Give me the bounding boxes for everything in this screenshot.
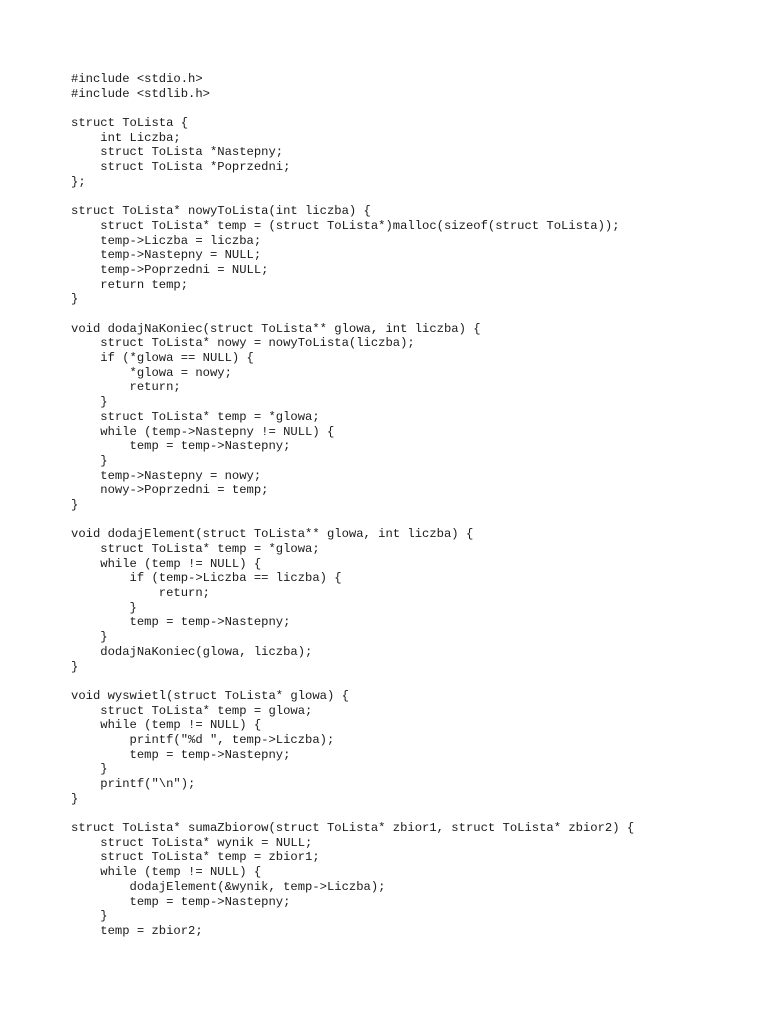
code-line: struct ToLista* temp = *glowa; xyxy=(71,542,320,556)
code-line: } xyxy=(71,762,108,777)
code-line: void wyswietl(struct ToLista* glowa) { xyxy=(71,688,349,703)
code-line: while (temp != NULL) { xyxy=(71,556,262,571)
code-line: temp = temp->Nastepny; xyxy=(71,894,291,909)
code-line: temp->Nastepny = NULL; xyxy=(71,248,262,263)
code-line: } xyxy=(71,630,108,645)
code-line: struct ToLista* temp = *glowa; xyxy=(71,409,320,424)
code-line: struct ToLista *Nastepny; xyxy=(71,145,284,160)
code-line: } xyxy=(71,395,108,410)
code-line: int Liczba; xyxy=(71,130,181,145)
code-line: return; xyxy=(71,586,210,601)
code-line: struct ToLista* nowyToLista(int liczba) { xyxy=(71,204,371,219)
code-line: temp->Liczba = liczba; xyxy=(71,233,262,248)
code-line: temp = zbior2; xyxy=(71,923,203,938)
code-line: while (temp != NULL) { xyxy=(71,718,262,733)
code-line: temp->Poprzedni = NULL; xyxy=(71,262,269,277)
code-line: } xyxy=(71,497,79,512)
code-line: void dodajElement(struct ToLista** glowa, int liczba) { xyxy=(71,527,474,542)
code-line xyxy=(71,674,634,689)
code-line: }; xyxy=(71,174,86,189)
code-line: dodajNaKoniec(glowa, liczba); xyxy=(71,644,313,659)
code-line: temp = temp->Nastepny; xyxy=(71,439,291,454)
code-line xyxy=(71,307,634,322)
code-line: temp = temp->Nastepny; xyxy=(71,615,291,630)
code-line: while (temp->Nastepny != NULL) { xyxy=(71,424,335,439)
code-line: #include <stdio.h> xyxy=(71,72,203,86)
code-line xyxy=(71,806,634,821)
code-line: return; xyxy=(71,380,181,395)
code-line: struct ToLista *Poprzedni; xyxy=(71,160,291,175)
code-line xyxy=(71,190,634,205)
code-line: struct ToLista* temp = zbior1; xyxy=(71,850,320,865)
code-line: } xyxy=(71,453,108,468)
code-line: dodajElement(&wynik, temp->Liczba); xyxy=(71,879,386,894)
code-line: while (temp != NULL) { xyxy=(71,865,262,880)
code-line: } xyxy=(71,791,79,806)
code-line: struct ToLista* temp = (struct ToLista*)malloc(sizeof(struct ToLista)); xyxy=(71,218,620,233)
code-block xyxy=(71,72,634,939)
code-line: temp->Nastepny = nowy; xyxy=(71,468,262,483)
code-line: struct ToLista* temp = glowa; xyxy=(71,703,313,718)
code-line: nowy->Poprzedni = temp; xyxy=(71,483,269,498)
code-line: printf("\n"); xyxy=(71,777,196,791)
code-line: } xyxy=(71,600,137,615)
code-line: struct ToLista { xyxy=(71,116,189,131)
code-line: *glowa = nowy; xyxy=(71,365,232,380)
code-line: if (temp->Liczba == liczba) { xyxy=(71,571,342,586)
code-line: struct ToLista* wynik = NULL; xyxy=(71,835,313,850)
code-line: #include <stdlib.h> xyxy=(71,86,210,101)
code-line: } xyxy=(71,292,79,307)
code-line: struct ToLista* sumaZbiorow(struct ToLista* zbior1, struct ToLista* zbior2) { xyxy=(71,821,635,836)
code-line: void dodajNaKoniec(struct ToLista** glowa, int liczba) { xyxy=(71,321,481,336)
code-line: struct ToLista* nowy = nowyToLista(liczba); xyxy=(71,336,415,351)
code-line: } xyxy=(71,909,108,924)
code-line: temp = temp->Nastepny; xyxy=(71,747,291,762)
code-line xyxy=(71,513,634,528)
code-line: } xyxy=(71,659,79,674)
code-line: if (*glowa == NULL) { xyxy=(71,351,254,366)
code-line xyxy=(71,101,634,116)
code-line: return temp; xyxy=(71,277,189,292)
code-line: printf("%d ", temp->Liczba); xyxy=(71,732,335,747)
